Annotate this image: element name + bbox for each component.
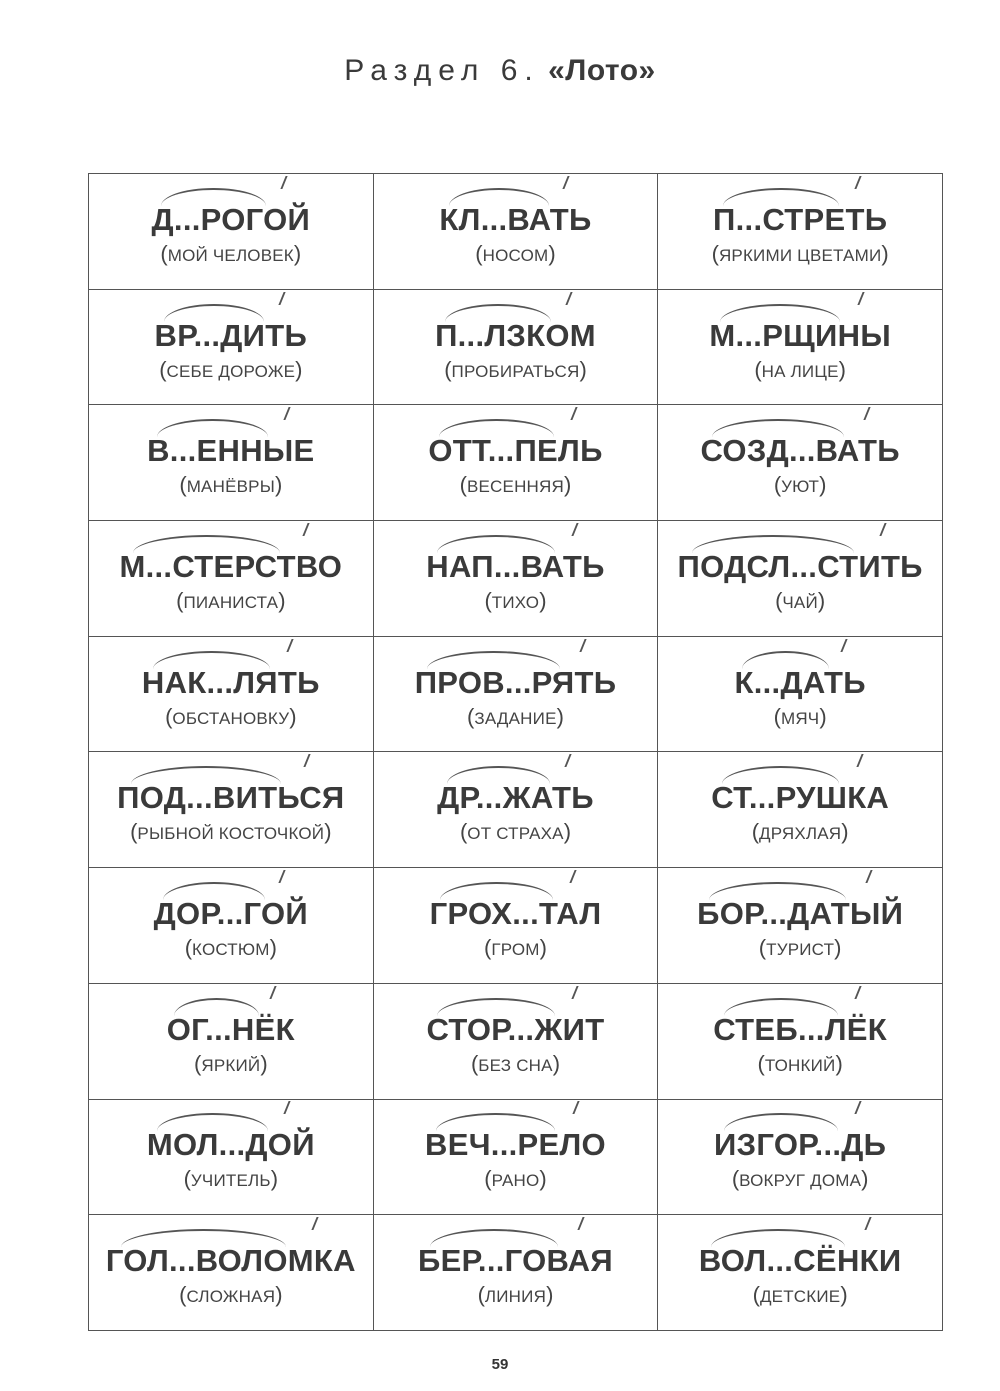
card-hint-text: ПИАНИСТА	[183, 592, 279, 612]
card-hint: (РАНО)	[484, 1166, 547, 1192]
card-hint: (ТУРИСТ)	[758, 935, 842, 961]
lotto-card	[374, 174, 659, 290]
lotto-card	[658, 521, 943, 637]
card-hint: (РЫБНОЙ КОСТОЧКОЙ)	[130, 819, 332, 845]
card-hint-text: БЕЗ СНА	[478, 1055, 553, 1075]
card-hint-text: ЗАДАНИЕ	[474, 708, 557, 728]
lotto-card	[374, 521, 659, 637]
card-hint: (ЛИНИЯ)	[477, 1282, 554, 1308]
lotto-card	[89, 521, 374, 637]
card-hint: (ВОКРУГ ДОМА)	[731, 1166, 869, 1192]
card-hint-text: ДЕТСКИЕ	[759, 1287, 841, 1307]
lotto-card	[89, 752, 374, 868]
card-hint: (ЗАДАНИЕ)	[467, 703, 564, 729]
card-hint-text: ОБСТАНОВКУ	[172, 708, 290, 728]
card-hint: (ОБСТАНОВКУ)	[165, 703, 297, 729]
lotto-card	[89, 1215, 374, 1331]
lotto-card	[658, 984, 943, 1100]
card-hint: (ЯРКИМИ ЦВЕТАМИ)	[711, 240, 889, 266]
card-hint: (МОЙ ЧЕЛОВЕК)	[160, 240, 302, 266]
card-hint: (ДРЯХЛАЯ)	[751, 819, 849, 845]
card-word: БЕР...ГОВАЯ	[418, 1243, 613, 1279]
card-hint-text: ВЕСЕННЯЯ	[466, 477, 564, 497]
lotto-card	[658, 174, 943, 290]
card-word: СОЗД...ВАТЬ	[700, 433, 900, 469]
card-hint-text: ОТ СТРАХА	[467, 824, 564, 844]
card-hint-text: СЕБЕ ДОРОЖЕ	[166, 361, 296, 381]
card-hint: (МЯЧ)	[773, 703, 827, 729]
card-hint-text: УЧИТЕЛЬ	[190, 1171, 271, 1191]
lotto-card	[374, 290, 659, 406]
section-title	[0, 54, 1000, 88]
card-hint: (ВЕСЕННЯЯ)	[459, 472, 572, 498]
lotto-card	[374, 637, 659, 753]
card-hint-text: ВОКРУГ ДОМА	[739, 1171, 862, 1191]
card-hint-text: ДРЯХЛАЯ	[759, 824, 842, 844]
card-hint: (ПИАНИСТА)	[176, 587, 286, 613]
card-hint: (МАНЁВРЫ)	[179, 472, 283, 498]
card-hint-text: ЯРКИМИ ЦВЕТАМИ	[718, 245, 882, 265]
section-prefix: Раздел 6.	[344, 54, 540, 87]
lotto-card	[374, 868, 659, 984]
card-word: ГРОХ...ТАЛ	[429, 896, 602, 932]
card-hint-text: ПРОБИРАТЬСЯ	[451, 361, 580, 381]
card-hint-text: СЛОЖНАЯ	[186, 1287, 276, 1307]
card-hint-text: ТУРИСТ	[766, 940, 835, 960]
lotto-grid	[88, 173, 943, 1331]
card-hint: (НА ЛИЦЕ)	[754, 356, 846, 382]
card-word: ПРОВ...РЯТЬ	[414, 664, 617, 700]
lotto-card	[658, 290, 943, 406]
card-word: М...СТЕРСТВО	[119, 548, 343, 584]
card-hint-text: УЮТ	[781, 477, 820, 497]
card-hint-text: НА ЛИЦЕ	[761, 361, 839, 381]
lotto-card	[374, 1100, 659, 1216]
card-hint-text: ЧАЙ	[782, 592, 818, 612]
lotto-card	[658, 752, 943, 868]
card-hint: (ДЕТСКИЕ)	[752, 1282, 848, 1308]
lotto-card	[658, 1100, 943, 1216]
card-hint-text: ГРОМ	[491, 940, 540, 960]
lotto-card	[89, 1100, 374, 1216]
card-hint: (НОСОМ)	[475, 240, 556, 266]
card-hint-text: МАНЁВРЫ	[186, 477, 275, 497]
card-word: НАП...ВАТЬ	[426, 548, 605, 584]
card-hint: (ЯРКИЙ)	[194, 1050, 268, 1076]
card-word: Д...РОГОЙ	[151, 201, 311, 237]
card-word: ИЗГОР...ДЬ	[714, 1127, 887, 1163]
lotto-card	[658, 405, 943, 521]
card-hint: (ГРОМ)	[483, 935, 547, 961]
card-hint: (СЕБЕ ДОРОЖЕ)	[159, 356, 303, 382]
card-hint: (ОТ СТРАХА)	[459, 819, 572, 845]
card-word: КЛ...ВАТЬ	[439, 201, 592, 237]
card-hint-text: ЯРКИЙ	[201, 1055, 261, 1075]
card-word: НАК...ЛЯТЬ	[141, 664, 320, 700]
card-word: ВР...ДИТЬ	[154, 317, 308, 353]
lotto-card	[89, 174, 374, 290]
card-word: К...ДАТЬ	[734, 664, 866, 700]
card-word: П...ЛЗКОМ	[435, 317, 596, 353]
card-word: В...ЕННЫЕ	[147, 433, 315, 469]
card-word: МОЛ...ДОЙ	[146, 1127, 315, 1163]
card-word: ПОД...ВИТЬСЯ	[117, 780, 345, 816]
card-hint: (УЧИТЕЛЬ)	[183, 1166, 279, 1192]
card-hint: (КОСТЮМ)	[184, 935, 277, 961]
card-hint-text: МЯЧ	[780, 708, 820, 728]
card-word: ВОЛ...СЁНКИ	[698, 1243, 902, 1279]
card-word: СТ...РУШКА	[711, 780, 890, 816]
card-hint: (СЛОЖНАЯ)	[179, 1282, 283, 1308]
card-word: ПОДСЛ...СТИТЬ	[677, 548, 923, 584]
lotto-card	[658, 868, 943, 984]
lotto-card	[374, 405, 659, 521]
section-name: «Лото»	[548, 54, 656, 87]
card-word: ОТТ...ПЕЛЬ	[428, 433, 603, 469]
card-hint-text: ЛИНИЯ	[484, 1287, 547, 1307]
lotto-card	[89, 984, 374, 1100]
lotto-card	[89, 868, 374, 984]
card-word: ДР...ЖАТЬ	[437, 780, 594, 816]
card-hint-text: ТОНКИЙ	[764, 1055, 836, 1075]
card-word: СТЕБ...ЛЁК	[713, 1011, 888, 1047]
card-word: ВЕЧ...РЕЛО	[425, 1127, 606, 1163]
card-hint-text: РАНО	[491, 1171, 540, 1191]
card-word: БОР...ДАТЫЙ	[697, 896, 904, 932]
lotto-card	[89, 290, 374, 406]
card-word: СТОР...ЖИТ	[426, 1011, 605, 1047]
card-word: П...СТРЕТЬ	[713, 201, 888, 237]
lotto-card	[658, 1215, 943, 1331]
lotto-card	[89, 637, 374, 753]
card-hint-text: ТИХО	[491, 592, 540, 612]
card-hint: (БЕЗ СНА)	[470, 1050, 561, 1076]
lotto-card	[374, 984, 659, 1100]
card-hint: (ЧАЙ)	[775, 587, 826, 613]
page-number: 59	[491, 1356, 509, 1373]
card-word: ДОР...ГОЙ	[153, 896, 308, 932]
card-hint-text: КОСТЮМ	[192, 940, 270, 960]
lotto-card	[658, 637, 943, 753]
card-hint: (УЮТ)	[773, 472, 827, 498]
card-hint-text: РЫБНОЙ КОСТОЧКОЙ	[137, 824, 325, 844]
card-hint-text: МОЙ ЧЕЛОВЕК	[167, 245, 294, 265]
card-word: ГОЛ...ВОЛОМКА	[105, 1243, 356, 1279]
card-hint: (ТИХО)	[484, 587, 547, 613]
lotto-card	[89, 405, 374, 521]
lotto-card	[374, 752, 659, 868]
card-word: М...РЩИНЫ	[709, 317, 891, 353]
card-hint-text: НОСОМ	[482, 245, 549, 265]
card-word: ОГ...НЁК	[166, 1011, 295, 1047]
lotto-card	[374, 1215, 659, 1331]
card-hint: (ТОНКИЙ)	[757, 1050, 843, 1076]
card-hint: (ПРОБИРАТЬСЯ)	[444, 356, 587, 382]
